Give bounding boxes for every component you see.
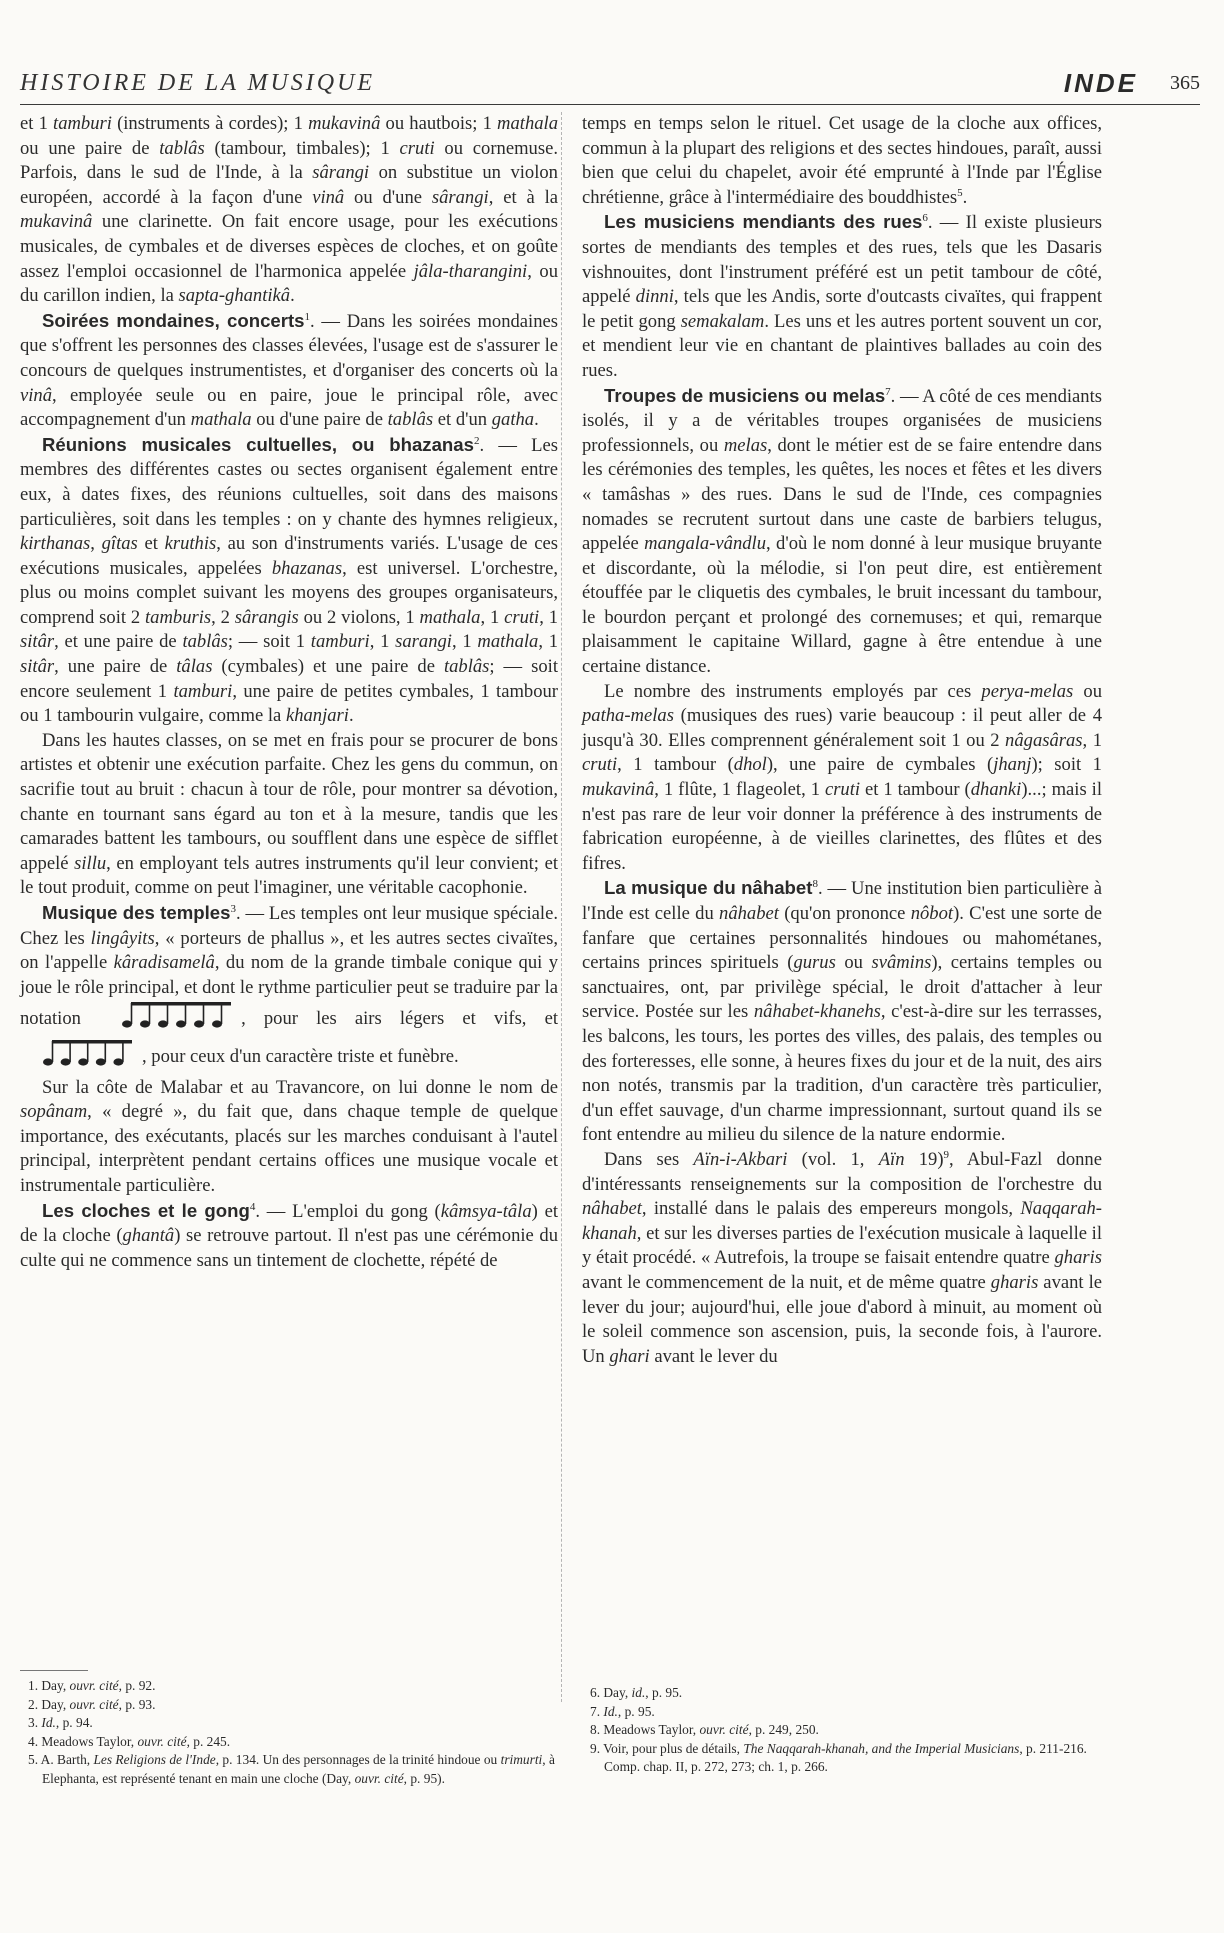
footnote: 6. Day, id., p. 95. bbox=[590, 1685, 683, 1700]
footnote: 1. Day, ouvr. cité, p. 92. bbox=[28, 1678, 156, 1693]
paragraph: La musique du nâhabet$^8$. — Une institution bien particulière à l'Inde est celle du nâhabet (qu'on prononce nôbot). C'est une sorte de fanfare que certaines personnalités hindoues ou mahométanes, certains princes spirituels (gurus ou svâmins), certains temples ou sanctuaires, ont, par privilège spécial, le droit d'attacher à leur service. Postée sur les nâhabet-khanehs, c'est-à-dire sur les terrasses, les balcons, les tours, les portes des villes, des palais, des temples ou des forteresses, elle sonne, à heures fixes du jour et de la nuit, des airs non notés, transmis par la tradition, d'un caractère très particulier, d'un effet sauvage, d'un charme impressionnant, surtout quand ils se font entendre au milieu du silence de la nature endormie. bbox=[582, 877, 1103, 1146]
footnote: 7. Id., p. 95. bbox=[590, 1703, 655, 1719]
footnotes-left bbox=[20, 1670, 558, 1789]
footnotes-right bbox=[582, 1670, 1102, 1777]
paragraph: Musique des temples$^3$. — Les temples ont leur musique spéciale. Chez les lingâyits, « porteurs de phallus », et les autres sectes civaïtes, on l'appelle kâradisamelâ, du nom de la grande timbale conique qui y joue le rôle principal, et dont le rythme particulier peut se traduire par la notation , pour les airs légers et vifs, et , pour ceux d'un caractère triste et funèbre. bbox=[20, 902, 559, 1067]
paragraph: Les cloches et le gong$^4$. — L'emploi du gong (kâmsya-tâla) et de la cloche (ghantâ) se retrouve partout. Il n'est pas une cérémonie du culte qui ne commence sans un tintement de clochette, répété de bbox=[20, 1199, 559, 1271]
running-title: HISTOIRE DE LA MUSIQUE bbox=[20, 70, 376, 96]
running-header bbox=[20, 68, 1200, 105]
music-notation-icon bbox=[121, 1000, 241, 1030]
paragraph: Réunions musicales cultuelles, ou bhazanas$^2$. — Les membres des différentes castes ou sectes organisent également entre eux, à dates fixes, des réunions cultuelles, soit dans des maisons particulières, soit dans les temples : on y chante des hymnes religieux, kirthanas, gîtas et kruthis, au son d'instruments variés. L'usage de ces exécutions musicales, appelées bhazanas, est universel. L'orchestre, plus ou moins complet suivant les moyens des groupes organisateurs, comprend soit 2 tamburis, 2 sârangis ou 2 violons, 1 mathala, 1 cruti, 1 sitâr, et une paire de tablâs; — soit 1 tamburi, 1 sarangi, 1 mathala, 1 sitâr, une paire de tâlas (cymbales) et une paire de tablâs; — soit encore seulement 1 tamburi, une paire de petites cymbales, 1 tambour ou 1 tambourin vulgaire, comme la khanjari. bbox=[20, 433, 559, 727]
footnote: 9. Voir, pour plus de détails, The Naqqarah-khanah, and the Imperial Musicians, p. 211-216. Comp. chap. II, p. 272, 273; ch. 1, p. 266. bbox=[590, 1740, 1087, 1775]
paragraph: Dans les hautes classes, on se met en frais pour se procurer de bons artistes et obtenir une exécution parfaite. Chez les gens du commun, on sacrifie tout au bruit : chacun à tour de rôle, pour montrer sa dévotion, chante en tournant sans égard au ton et à la mesure, tandis que les camarades battent les tambours, ou soufflent dans une espèce de sifflet appelé sillu, en employant tels autres instruments qu'il leur convient; et le tout produit, comme on peut l'imaginer, une véritable cacophonie. bbox=[20, 729, 558, 899]
page-number: 365 bbox=[1170, 72, 1200, 94]
footnote: 8. Meadows Taylor, ouvr. cité, p. 249, 250. bbox=[590, 1722, 819, 1738]
paragraph: et 1 tamburi (instruments à cordes); 1 mukavinâ ou hautbois; 1 mathala ou une paire de tablâs (tambour, timbales); 1 cruti ou cornemuse. Parfois, dans le sud de l'Inde, à la sârangi on substitue un violon européen, accordé à la façon d'une vinâ ou d'une sârangi, et à la mukavinâ une clarinette. On fait encore usage, pour les exécutions musicales, de cymbales et de diverses espèces de cloches, et on goûte assez l'emploi occasionnel de l'harmonica appelée jâla-tharangini, ou du carillon indien, la sapta-ghantikâ. bbox=[20, 113, 558, 307]
section-title: INDE bbox=[1063, 68, 1138, 98]
paragraph: temps en temps selon le rituel. Cet usage de la cloche aux offices, commun à la plupart des religions et des sectes hindoues, paraît, aussi bien que celui du chapelet, avoir été emprunté à l'Inde par l'Église chrétienne, grâce à l'intermédiaire des bouddhistes$^5$. bbox=[582, 113, 1102, 208]
right-column bbox=[582, 112, 1102, 1369]
footnote: 4. Meadows Taylor, ouvr. cité, p. 245. bbox=[28, 1733, 231, 1749]
left-column bbox=[20, 112, 558, 1273]
footnote: 2. Day, ouvr. cité, p. 93. bbox=[28, 1696, 156, 1712]
footnote-rule bbox=[20, 1670, 88, 1671]
paragraph: Dans ses Aïn-i-Akbari (vol. 1, Aïn 19)$^9$, Abul-Fazl donne d'intéressants renseignements sur la composition de l'orchestre du nâhabet, installé dans le palais des empereurs mongols, Naqqarah-khanah, et sur les diverses parties de l'exécution musicale à laquelle il y était procédé. « Autrefois, la troupe se faisait entendre quatre gharis avant le commencement de la nuit, et de même quatre gharis avant le lever du jour; aujourd'hui, elle joue d'abord à minuit, au moment où le soleil commence son ascension, puis, la seconde fois, à l'aurore. Un ghari avant le lever du bbox=[582, 1148, 1102, 1367]
footnote: 3. Id., p. 94. bbox=[28, 1715, 93, 1731]
paragraph: Le nombre des instruments employés par ces perya-melas ou patha-melas (musiques des rues) varie beaucoup : il peut aller de 4 jusqu'à 30. Elles comprennent généralement soit 1 ou 2 nâgasâras, 1 cruti, 1 tambour (dhol), une paire de cymbales (jhanj); soit 1 mukavinâ, 1 flûte, 1 flageolet, 1 cruti et 1 tambour (dhanki)...; mais il n'est pas rare de leur voir donner la préférence à des instruments de fabrication européenne, à de vieilles clarinettes, des flûtes et des fifres. bbox=[582, 680, 1103, 874]
paragraph: Troupes de musiciens ou melas$^7$. — A côté de ces mendiants isolés, il y a de véritables troupes organisées de musiciens professionnels, ou melas, dont le métier est de se faire entendre dans les cérémonies des temples, les quêtes, les noces et fêtes et les divers « tamâshas » des rues. Dans le sud de l'Inde, ces compagnies nomades se recrutent surtout dans une caste de barbiers telugus, appelée mangala-vândlu, d'où le nom donné à leur musique bruyante et discordante, où la mélodie, si l'on peut dire, est entièrement étouffée par le cliquetis des cymbales, le bruit incessant du tambour, le bourdon perçant et prolongé des cornemuses; et qui, remarque plaisamment le capitaine Willard, gagne à être entendue à une certaine distance. bbox=[582, 384, 1102, 678]
paragraph: Sur la côte de Malabar et au Travancore, on lui donne le nom de sopânam, « degré », du fait que, dans chaque temple de quelque importance, des exécutants, placés sur les marches conduisant à l'autel principal, interprètent pendant certains offices une musique vocale et instrumentale particulière. bbox=[20, 1076, 558, 1196]
paragraph: Les musiciens mendiants des rues$^6$. — Il existe plusieurs sortes de mendiants des temples et des rues, tels que les Dasaris vishnouites, dont l'instrument préféré est un petit tambour de côté, appelé dinni, tels que les Andis, sorte d'outcasts civaïtes, qui frappent le petit gong semakalam. Les uns et les autres portent souvent un cor, et mendient leur vie en chantant de plaintives ballades au coin des rues. bbox=[582, 211, 1102, 381]
music-notation-icon bbox=[42, 1038, 142, 1068]
footnote: 5. A. Barth, Les Religions de l'Inde, p. 134. Un des personnages de la trinité hindoue ou trimurti, à Elephanta, est représenté tenant en main une cloche (Day, ouvr. cité, p. 95). bbox=[28, 1752, 555, 1786]
column-divider bbox=[561, 112, 562, 1702]
paragraph: Soirées mondaines, concerts$^1$. — Dans les soirées mondaines que s'offrent les personnes des classes élevées, l'usage est de s'assurer le concours de quelques instrumentistes, et d'organiser des concerts où la vinâ, employée seule ou en paire, joue le principal rôle, avec accompagnement d'un mathala ou d'une paire de tablâs et d'un gatha. bbox=[20, 309, 559, 431]
